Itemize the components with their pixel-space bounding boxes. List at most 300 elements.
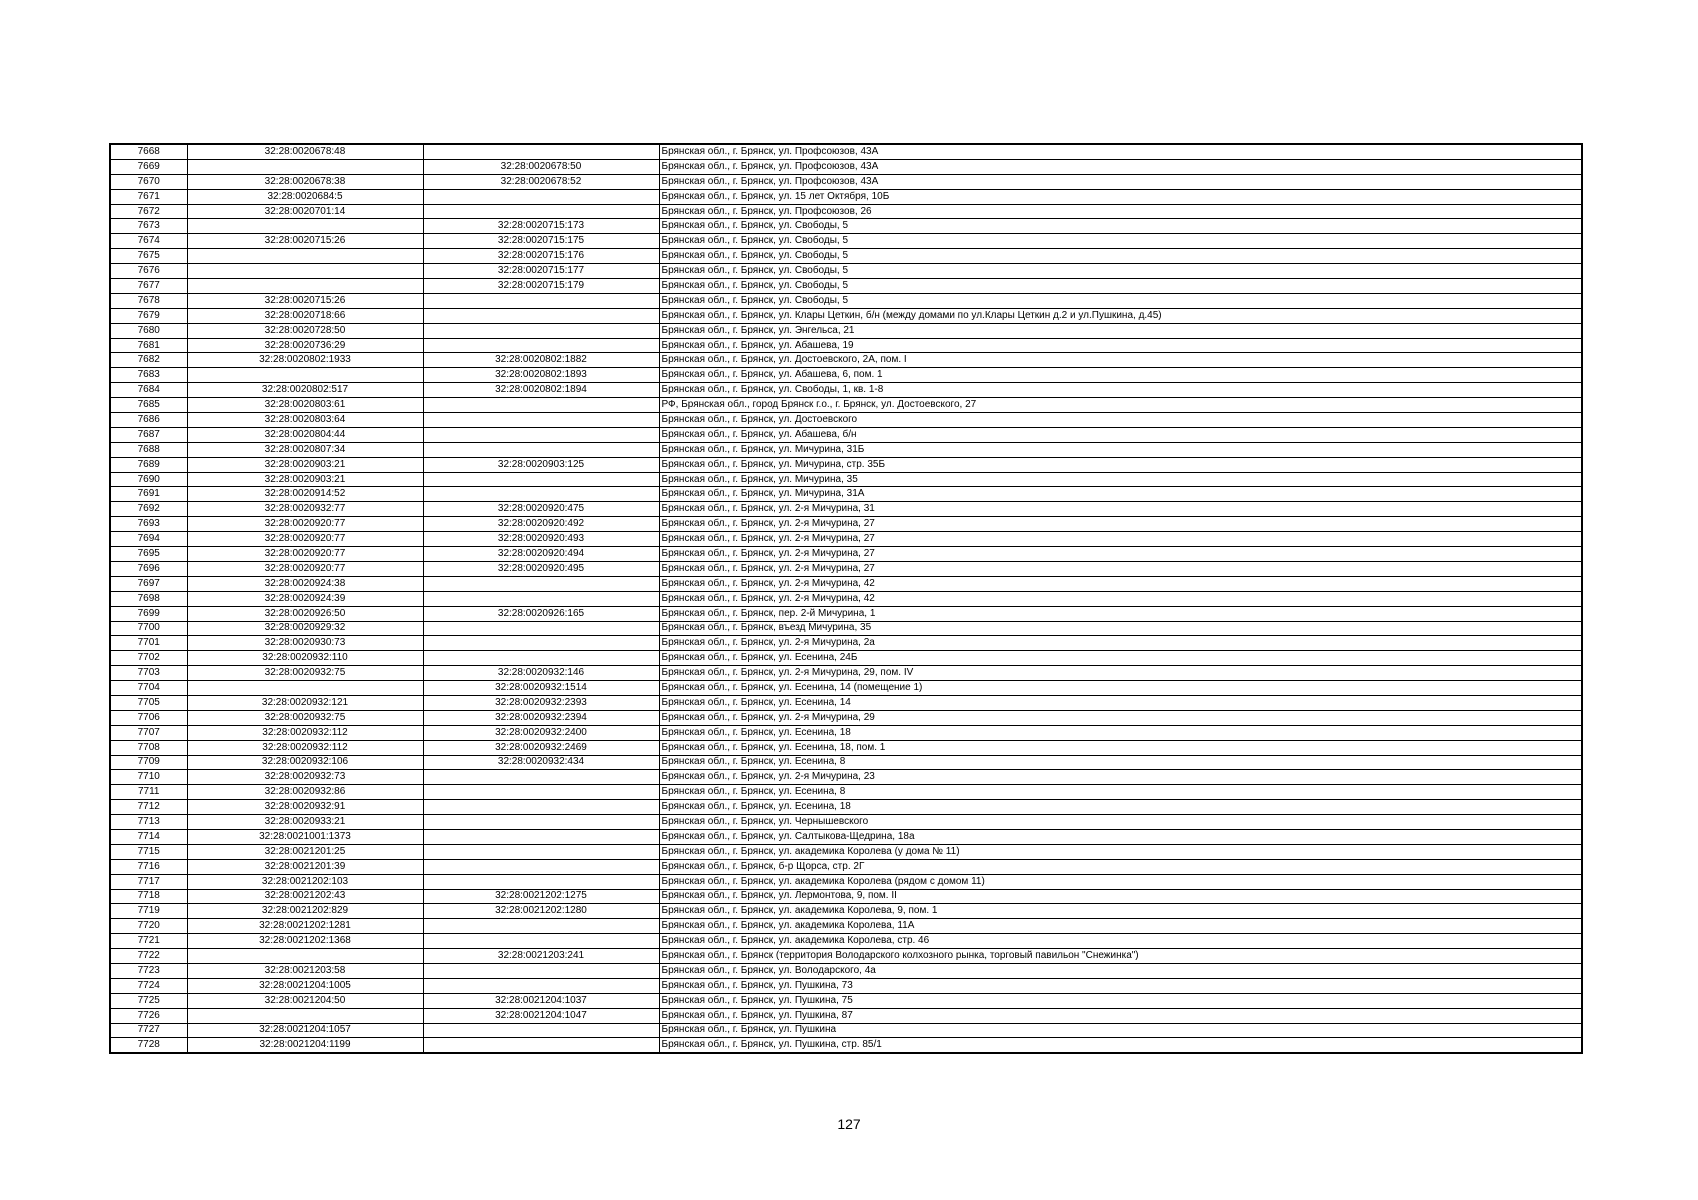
row-number-cell: 7722 xyxy=(110,949,187,964)
table-row xyxy=(110,755,1582,770)
cadastral-number-building-cell: 32:28:0020926:165 xyxy=(423,606,659,621)
cadastral-number-land-cell: 32:28:0020802:1933 xyxy=(187,353,423,368)
cadastral-number-land-cell: 32:28:0020920:77 xyxy=(187,561,423,576)
address-cell: Брянская обл., г. Брянск, ул. Профсоюзов, 43А xyxy=(659,144,1582,159)
row-number-cell: 7713 xyxy=(110,815,187,830)
row-number-cell: 7700 xyxy=(110,621,187,636)
address-cell: Брянская обл., г. Брянск, ул. 2-я Мичурина, 29, пом. IV xyxy=(659,666,1582,681)
cadastral-number-land-cell: 32:28:0020932:106 xyxy=(187,755,423,770)
row-number-cell: 7674 xyxy=(110,234,187,249)
cadastral-number-land-cell: 32:28:0020715:26 xyxy=(187,234,423,249)
address-cell: Брянская обл., г. Брянск, ул. Профсоюзов, 43А xyxy=(659,159,1582,174)
registry-table-container xyxy=(109,143,1581,1054)
row-number-cell: 7704 xyxy=(110,681,187,696)
row-number-cell: 7693 xyxy=(110,517,187,532)
cadastral-number-building-cell xyxy=(423,576,659,591)
cadastral-number-building-cell xyxy=(423,844,659,859)
row-number-cell: 7708 xyxy=(110,740,187,755)
table-row xyxy=(110,442,1582,457)
row-number-cell: 7696 xyxy=(110,561,187,576)
cadastral-number-land-cell: 32:28:0021204:1057 xyxy=(187,1023,423,1038)
row-number-cell: 7679 xyxy=(110,308,187,323)
cadastral-number-land-cell: 32:28:0021202:1281 xyxy=(187,919,423,934)
row-number-cell: 7686 xyxy=(110,413,187,428)
row-number-cell: 7720 xyxy=(110,919,187,934)
cadastral-number-building-cell xyxy=(423,1038,659,1053)
address-cell: Брянская обл., г. Брянск, ул. 2-я Мичурина, 2а xyxy=(659,636,1582,651)
address-cell: Брянская обл., г. Брянск (территория Володарского колхозного рынка, торговый павильон "Снежинка") xyxy=(659,949,1582,964)
cadastral-number-land-cell: 32:28:0021202:103 xyxy=(187,874,423,889)
cadastral-number-land-cell: 32:28:0020736:29 xyxy=(187,338,423,353)
cadastral-number-land-cell: 32:28:0020914:52 xyxy=(187,487,423,502)
cadastral-number-building-cell: 32:28:0020802:1882 xyxy=(423,353,659,368)
cadastral-number-land-cell: 32:28:0020932:121 xyxy=(187,695,423,710)
cadastral-number-land-cell: 32:28:0020802:517 xyxy=(187,383,423,398)
table-row xyxy=(110,159,1582,174)
table-row xyxy=(110,561,1582,576)
row-number-cell: 7718 xyxy=(110,889,187,904)
row-number-cell: 7707 xyxy=(110,725,187,740)
table-row xyxy=(110,279,1582,294)
address-cell: Брянская обл., г. Брянск, ул. Пушкина xyxy=(659,1023,1582,1038)
address-cell: Брянская обл., г. Брянск, ул. Свободы, 5 xyxy=(659,234,1582,249)
address-cell: Брянская обл., г. Брянск, ул. Абашева, б/н xyxy=(659,427,1582,442)
row-number-cell: 7728 xyxy=(110,1038,187,1053)
cadastral-number-land-cell: 32:28:0020932:112 xyxy=(187,740,423,755)
row-number-cell: 7711 xyxy=(110,785,187,800)
cadastral-number-land-cell: 32:28:0021204:1199 xyxy=(187,1038,423,1053)
cadastral-number-building-cell xyxy=(423,308,659,323)
cadastral-number-land-cell: 32:28:0020803:64 xyxy=(187,413,423,428)
row-number-cell: 7701 xyxy=(110,636,187,651)
row-number-cell: 7712 xyxy=(110,800,187,815)
address-cell: Брянская обл., г. Брянск, ул. Свободы, 5 xyxy=(659,293,1582,308)
row-number-cell: 7715 xyxy=(110,844,187,859)
row-number-cell: 7721 xyxy=(110,934,187,949)
cadastral-number-land-cell xyxy=(187,264,423,279)
address-cell: Брянская обл., г. Брянск, ул. 2-я Мичурина, 27 xyxy=(659,561,1582,576)
table-row xyxy=(110,293,1582,308)
address-cell: РФ, Брянская обл., город Брянск г.о., г. Брянск, ул. Достоевского, 27 xyxy=(659,398,1582,413)
row-number-cell: 7699 xyxy=(110,606,187,621)
table-row xyxy=(110,800,1582,815)
cadastral-number-building-cell xyxy=(423,487,659,502)
table-row xyxy=(110,1023,1582,1038)
cadastral-number-building-cell: 32:28:0020920:492 xyxy=(423,517,659,532)
cadastral-number-land-cell: 32:28:0020930:73 xyxy=(187,636,423,651)
table-row xyxy=(110,323,1582,338)
row-number-cell: 7719 xyxy=(110,904,187,919)
table-row xyxy=(110,1038,1582,1053)
row-number-cell: 7675 xyxy=(110,249,187,264)
cadastral-number-land-cell: 32:28:0020932:110 xyxy=(187,651,423,666)
table-row xyxy=(110,681,1582,696)
row-number-cell: 7671 xyxy=(110,189,187,204)
row-number-cell: 7687 xyxy=(110,427,187,442)
cadastral-number-land-cell xyxy=(187,1008,423,1023)
cadastral-number-land-cell: 32:28:0021202:829 xyxy=(187,904,423,919)
table-row xyxy=(110,383,1582,398)
cadastral-number-building-cell: 32:28:0020715:176 xyxy=(423,249,659,264)
address-cell: Брянская обл., г. Брянск, ул. Чернышевского xyxy=(659,815,1582,830)
cadastral-number-building-cell xyxy=(423,651,659,666)
cadastral-number-land-cell xyxy=(187,159,423,174)
cadastral-number-land-cell: 32:28:0020903:21 xyxy=(187,457,423,472)
cadastral-number-land-cell: 32:28:0020929:32 xyxy=(187,621,423,636)
cadastral-number-land-cell: 32:28:0020903:21 xyxy=(187,472,423,487)
row-number-cell: 7710 xyxy=(110,770,187,785)
cadastral-number-building-cell xyxy=(423,338,659,353)
cadastral-number-land-cell: 32:28:0020920:77 xyxy=(187,517,423,532)
cadastral-number-building-cell: 32:28:0020715:173 xyxy=(423,219,659,234)
cadastral-number-land-cell: 32:28:0020932:77 xyxy=(187,502,423,517)
cadastral-number-land-cell: 32:28:0020932:75 xyxy=(187,666,423,681)
cadastral-number-land-cell: 32:28:0020932:75 xyxy=(187,710,423,725)
cadastral-number-building-cell: 32:28:0021203:241 xyxy=(423,949,659,964)
address-cell: Брянская обл., г. Брянск, ул. 2-я Мичурина, 42 xyxy=(659,591,1582,606)
row-number-cell: 7676 xyxy=(110,264,187,279)
row-number-cell: 7717 xyxy=(110,874,187,889)
cadastral-number-land-cell: 32:28:0020715:26 xyxy=(187,293,423,308)
row-number-cell: 7725 xyxy=(110,993,187,1008)
address-cell: Брянская обл., г. Брянск, въезд Мичурина, 35 xyxy=(659,621,1582,636)
address-cell: Брянская обл., г. Брянск, ул. Мичурина, 31А xyxy=(659,487,1582,502)
address-cell: Брянская обл., г. Брянск, б-р Щорса, стр. 2Г xyxy=(659,859,1582,874)
cadastral-number-building-cell xyxy=(423,963,659,978)
table-row xyxy=(110,740,1582,755)
cadastral-number-building-cell xyxy=(423,427,659,442)
table-row xyxy=(110,144,1582,159)
table-row xyxy=(110,427,1582,442)
cadastral-number-building-cell xyxy=(423,636,659,651)
cadastral-number-land-cell: 32:28:0021203:58 xyxy=(187,963,423,978)
cadastral-number-building-cell xyxy=(423,978,659,993)
address-cell: Брянская обл., г. Брянск, ул. Свободы, 1, кв. 1-8 xyxy=(659,383,1582,398)
table-row xyxy=(110,308,1582,323)
cadastral-number-land-cell: 32:28:0020924:38 xyxy=(187,576,423,591)
row-number-cell: 7677 xyxy=(110,279,187,294)
table-row xyxy=(110,1008,1582,1023)
address-cell: Брянская обл., г. Брянск, ул. 2-я Мичурина, 27 xyxy=(659,547,1582,562)
address-cell: Брянская обл., г. Брянск, ул. 2-я Мичурина, 31 xyxy=(659,502,1582,517)
cadastral-number-building-cell xyxy=(423,785,659,800)
address-cell: Брянская обл., г. Брянск, ул. академика Королева (рядом с домом 11) xyxy=(659,874,1582,889)
row-number-cell: 7716 xyxy=(110,859,187,874)
row-number-cell: 7691 xyxy=(110,487,187,502)
table-row xyxy=(110,398,1582,413)
cadastral-number-building-cell: 32:28:0020932:2394 xyxy=(423,710,659,725)
table-row xyxy=(110,353,1582,368)
cadastral-number-land-cell: 32:28:0020926:50 xyxy=(187,606,423,621)
row-number-cell: 7680 xyxy=(110,323,187,338)
cadastral-number-building-cell xyxy=(423,442,659,457)
cadastral-number-land-cell: 32:28:0020932:91 xyxy=(187,800,423,815)
table-row xyxy=(110,264,1582,279)
cadastral-number-land-cell xyxy=(187,219,423,234)
row-number-cell: 7709 xyxy=(110,755,187,770)
address-cell: Брянская обл., г. Брянск, ул. Салтыкова-Щедрина, 18а xyxy=(659,829,1582,844)
table-row xyxy=(110,874,1582,889)
cadastral-number-building-cell: 32:28:0020920:475 xyxy=(423,502,659,517)
address-cell: Брянская обл., г. Брянск, ул. Есенина, 8 xyxy=(659,785,1582,800)
table-row xyxy=(110,904,1582,919)
cadastral-number-building-cell: 32:28:0020920:495 xyxy=(423,561,659,576)
table-row xyxy=(110,993,1582,1008)
cadastral-number-land-cell: 32:28:0020684:5 xyxy=(187,189,423,204)
address-cell: Брянская обл., г. Брянск, ул. Абашева, 19 xyxy=(659,338,1582,353)
table-row xyxy=(110,517,1582,532)
cadastral-number-building-cell xyxy=(423,919,659,934)
cadastral-number-land-cell: 32:28:0020701:14 xyxy=(187,204,423,219)
table-row xyxy=(110,919,1582,934)
row-number-cell: 7681 xyxy=(110,338,187,353)
table-row xyxy=(110,949,1582,964)
address-cell: Брянская обл., г. Брянск, ул. Есенина, 14 xyxy=(659,695,1582,710)
cadastral-number-land-cell: 32:28:0020924:39 xyxy=(187,591,423,606)
row-number-cell: 7672 xyxy=(110,204,187,219)
table-row xyxy=(110,785,1582,800)
cadastral-number-land-cell: 32:28:0021204:1005 xyxy=(187,978,423,993)
table-row xyxy=(110,204,1582,219)
cadastral-number-building-cell xyxy=(423,189,659,204)
cadastral-number-building-cell xyxy=(423,413,659,428)
cadastral-number-building-cell xyxy=(423,472,659,487)
table-row xyxy=(110,338,1582,353)
cadastral-number-building-cell: 32:28:0020802:1893 xyxy=(423,368,659,383)
cadastral-number-building-cell xyxy=(423,859,659,874)
address-cell: Брянская обл., г. Брянск, ул. Пушкина, 87 xyxy=(659,1008,1582,1023)
table-row xyxy=(110,472,1582,487)
cadastral-number-building-cell xyxy=(423,800,659,815)
cadastral-number-building-cell: 32:28:0021202:1280 xyxy=(423,904,659,919)
cadastral-number-building-cell: 32:28:0020903:125 xyxy=(423,457,659,472)
row-number-cell: 7683 xyxy=(110,368,187,383)
table-row xyxy=(110,368,1582,383)
address-cell: Брянская обл., г. Брянск, ул. Мичурина, 35 xyxy=(659,472,1582,487)
cadastral-number-building-cell xyxy=(423,874,659,889)
cadastral-number-building-cell xyxy=(423,591,659,606)
cadastral-number-land-cell: 32:28:0020920:77 xyxy=(187,547,423,562)
cadastral-number-building-cell: 32:28:0020932:1514 xyxy=(423,681,659,696)
address-cell: Брянская обл., г. Брянск, ул. Пушкина, 73 xyxy=(659,978,1582,993)
row-number-cell: 7690 xyxy=(110,472,187,487)
cadastral-number-land-cell: 32:28:0020932:112 xyxy=(187,725,423,740)
table-row xyxy=(110,234,1582,249)
cadastral-number-building-cell: 32:28:0020932:2469 xyxy=(423,740,659,755)
row-number-cell: 7673 xyxy=(110,219,187,234)
table-row xyxy=(110,710,1582,725)
row-number-cell: 7697 xyxy=(110,576,187,591)
address-cell: Брянская обл., г. Брянск, ул. Есенина, 18, пом. 1 xyxy=(659,740,1582,755)
cadastral-number-land-cell: 32:28:0021201:39 xyxy=(187,859,423,874)
table-row xyxy=(110,249,1582,264)
row-number-cell: 7689 xyxy=(110,457,187,472)
address-cell: Брянская обл., г. Брянск, ул. Свободы, 5 xyxy=(659,264,1582,279)
row-number-cell: 7694 xyxy=(110,532,187,547)
address-cell: Брянская обл., г. Брянск, ул. Лермонтова, 9, пом. II xyxy=(659,889,1582,904)
cadastral-number-building-cell: 32:28:0020932:2393 xyxy=(423,695,659,710)
row-number-cell: 7706 xyxy=(110,710,187,725)
address-cell: Брянская обл., г. Брянск, ул. академика Королева (у дома № 11) xyxy=(659,844,1582,859)
cadastral-number-land-cell: 32:28:0020920:77 xyxy=(187,532,423,547)
address-cell: Брянская обл., г. Брянск, ул. 2-я Мичурина, 27 xyxy=(659,532,1582,547)
table-row xyxy=(110,978,1582,993)
address-cell: Брянская обл., г. Брянск, ул. Энгельса, 21 xyxy=(659,323,1582,338)
cadastral-number-land-cell: 32:28:0020804:44 xyxy=(187,427,423,442)
table-row xyxy=(110,963,1582,978)
cadastral-number-land-cell xyxy=(187,681,423,696)
table-row xyxy=(110,770,1582,785)
cadastral-number-land-cell: 32:28:0020803:61 xyxy=(187,398,423,413)
cadastral-number-building-cell xyxy=(423,398,659,413)
table-row xyxy=(110,576,1582,591)
cadastral-number-building-cell: 32:28:0020678:50 xyxy=(423,159,659,174)
cadastral-number-building-cell xyxy=(423,815,659,830)
row-number-cell: 7682 xyxy=(110,353,187,368)
table-row xyxy=(110,829,1582,844)
cadastral-number-building-cell: 32:28:0020802:1894 xyxy=(423,383,659,398)
address-cell: Брянская обл., г. Брянск, ул. академика Королева, стр. 46 xyxy=(659,934,1582,949)
cadastral-number-land-cell: 32:28:0021201:25 xyxy=(187,844,423,859)
table-row xyxy=(110,547,1582,562)
address-cell: Брянская обл., г. Брянск, ул. Свободы, 5 xyxy=(659,249,1582,264)
address-cell: Брянская обл., г. Брянск, ул. 2-я Мичурина, 29 xyxy=(659,710,1582,725)
table-row xyxy=(110,189,1582,204)
address-cell: Брянская обл., г. Брянск, ул. Достоевского, 2А, пом. I xyxy=(659,353,1582,368)
cadastral-number-land-cell: 32:28:0021001:1373 xyxy=(187,829,423,844)
cadastral-number-building-cell: 32:28:0020678:52 xyxy=(423,174,659,189)
row-number-cell: 7684 xyxy=(110,383,187,398)
row-number-cell: 7698 xyxy=(110,591,187,606)
table-row xyxy=(110,502,1582,517)
row-number-cell: 7695 xyxy=(110,547,187,562)
address-cell: Брянская обл., г. Брянск, ул. Профсоюзов, 26 xyxy=(659,204,1582,219)
cadastral-number-land-cell: 32:28:0021202:43 xyxy=(187,889,423,904)
table-row xyxy=(110,725,1582,740)
table-row xyxy=(110,457,1582,472)
address-cell: Брянская обл., г. Брянск, ул. Свободы, 5 xyxy=(659,279,1582,294)
cadastral-number-land-cell: 32:28:0020678:38 xyxy=(187,174,423,189)
cadastral-number-land-cell: 32:28:0020932:73 xyxy=(187,770,423,785)
cadastral-number-land-cell: 32:28:0020678:48 xyxy=(187,144,423,159)
address-cell: Брянская обл., г. Брянск, ул. Абашева, 6, пом. 1 xyxy=(659,368,1582,383)
address-cell: Брянская обл., г. Брянск, пер. 2-й Мичурина, 1 xyxy=(659,606,1582,621)
table-row xyxy=(110,889,1582,904)
address-cell: Брянская обл., г. Брянск, ул. Свободы, 5 xyxy=(659,219,1582,234)
address-cell: Брянская обл., г. Брянск, ул. 2-я Мичурина, 42 xyxy=(659,576,1582,591)
row-number-cell: 7668 xyxy=(110,144,187,159)
cadastral-number-land-cell: 32:28:0021202:1368 xyxy=(187,934,423,949)
table-row xyxy=(110,844,1582,859)
row-number-cell: 7726 xyxy=(110,1008,187,1023)
row-number-cell: 7670 xyxy=(110,174,187,189)
address-cell: Брянская обл., г. Брянск, ул. 2-я Мичурина, 27 xyxy=(659,517,1582,532)
cadastral-number-land-cell: 32:28:0020933:21 xyxy=(187,815,423,830)
cadastral-number-building-cell xyxy=(423,144,659,159)
table-row xyxy=(110,695,1582,710)
cadastral-number-building-cell: 32:28:0021204:1047 xyxy=(423,1008,659,1023)
cadastral-number-land-cell xyxy=(187,368,423,383)
cadastral-number-building-cell: 32:28:0020715:175 xyxy=(423,234,659,249)
row-number-cell: 7678 xyxy=(110,293,187,308)
table-row xyxy=(110,532,1582,547)
address-cell: Брянская обл., г. Брянск, ул. Пушкина, стр. 85/1 xyxy=(659,1038,1582,1053)
row-number-cell: 7703 xyxy=(110,666,187,681)
row-number-cell: 7685 xyxy=(110,398,187,413)
address-cell: Брянская обл., г. Брянск, ул. Есенина, 24Б xyxy=(659,651,1582,666)
cadastral-number-building-cell xyxy=(423,621,659,636)
cadastral-number-land-cell: 32:28:0020728:50 xyxy=(187,323,423,338)
address-cell: Брянская обл., г. Брянск, ул. Мичурина, стр. 35Б xyxy=(659,457,1582,472)
address-cell: Брянская обл., г. Брянск, ул. Достоевского xyxy=(659,413,1582,428)
address-cell: Брянская обл., г. Брянск, ул. академика Королева, 9, пом. 1 xyxy=(659,904,1582,919)
cadastral-number-building-cell: 32:28:0020715:177 xyxy=(423,264,659,279)
address-cell: Брянская обл., г. Брянск, ул. 15 лет Октября, 10Б xyxy=(659,189,1582,204)
cadastral-number-building-cell xyxy=(423,934,659,949)
cadastral-number-land-cell xyxy=(187,949,423,964)
address-cell: Брянская обл., г. Брянск, ул. Есенина, 18 xyxy=(659,725,1582,740)
cadastral-number-land-cell: 32:28:0020718:66 xyxy=(187,308,423,323)
registry-table xyxy=(109,143,1583,1054)
cadastral-number-building-cell xyxy=(423,770,659,785)
table-row xyxy=(110,934,1582,949)
table-row xyxy=(110,487,1582,502)
row-number-cell: 7723 xyxy=(110,963,187,978)
row-number-cell: 7705 xyxy=(110,695,187,710)
cadastral-number-building-cell: 32:28:0021202:1275 xyxy=(423,889,659,904)
row-number-cell: 7692 xyxy=(110,502,187,517)
cadastral-number-land-cell xyxy=(187,279,423,294)
page-number: 127 xyxy=(837,1116,861,1132)
cadastral-number-building-cell: 32:28:0020715:179 xyxy=(423,279,659,294)
table-row xyxy=(110,666,1582,681)
cadastral-number-building-cell: 32:28:0020920:493 xyxy=(423,532,659,547)
row-number-cell: 7702 xyxy=(110,651,187,666)
table-row xyxy=(110,859,1582,874)
row-number-cell: 7727 xyxy=(110,1023,187,1038)
table-row xyxy=(110,413,1582,428)
cadastral-number-land-cell xyxy=(187,249,423,264)
address-cell: Брянская обл., г. Брянск, ул. Профсоюзов, 43А xyxy=(659,174,1582,189)
table-row xyxy=(110,651,1582,666)
row-number-cell: 7714 xyxy=(110,829,187,844)
address-cell: Брянская обл., г. Брянск, ул. Есенина, 8 xyxy=(659,755,1582,770)
table-row xyxy=(110,606,1582,621)
address-cell: Брянская обл., г. Брянск, ул. академика Королева, 11А xyxy=(659,919,1582,934)
table-row xyxy=(110,621,1582,636)
table-row xyxy=(110,636,1582,651)
cadastral-number-building-cell xyxy=(423,293,659,308)
address-cell: Брянская обл., г. Брянск, ул. Володарского, 4а xyxy=(659,963,1582,978)
cadastral-number-land-cell: 32:28:0020932:86 xyxy=(187,785,423,800)
cadastral-number-building-cell xyxy=(423,1023,659,1038)
cadastral-number-building-cell: 32:28:0020932:434 xyxy=(423,755,659,770)
address-cell: Брянская обл., г. Брянск, ул. 2-я Мичурина, 23 xyxy=(659,770,1582,785)
cadastral-number-land-cell: 32:28:0020807:34 xyxy=(187,442,423,457)
table-row xyxy=(110,174,1582,189)
row-number-cell: 7669 xyxy=(110,159,187,174)
table-row xyxy=(110,815,1582,830)
cadastral-number-building-cell xyxy=(423,829,659,844)
table-row xyxy=(110,591,1582,606)
row-number-cell: 7688 xyxy=(110,442,187,457)
cadastral-number-building-cell xyxy=(423,323,659,338)
row-number-cell: 7724 xyxy=(110,978,187,993)
address-cell: Брянская обл., г. Брянск, ул. Мичурина, 31Б xyxy=(659,442,1582,457)
address-cell: Брянская обл., г. Брянск, ул. Есенина, 14 (помещение 1) xyxy=(659,681,1582,696)
cadastral-number-building-cell xyxy=(423,204,659,219)
address-cell: Брянская обл., г. Брянск, ул. Есенина, 18 xyxy=(659,800,1582,815)
